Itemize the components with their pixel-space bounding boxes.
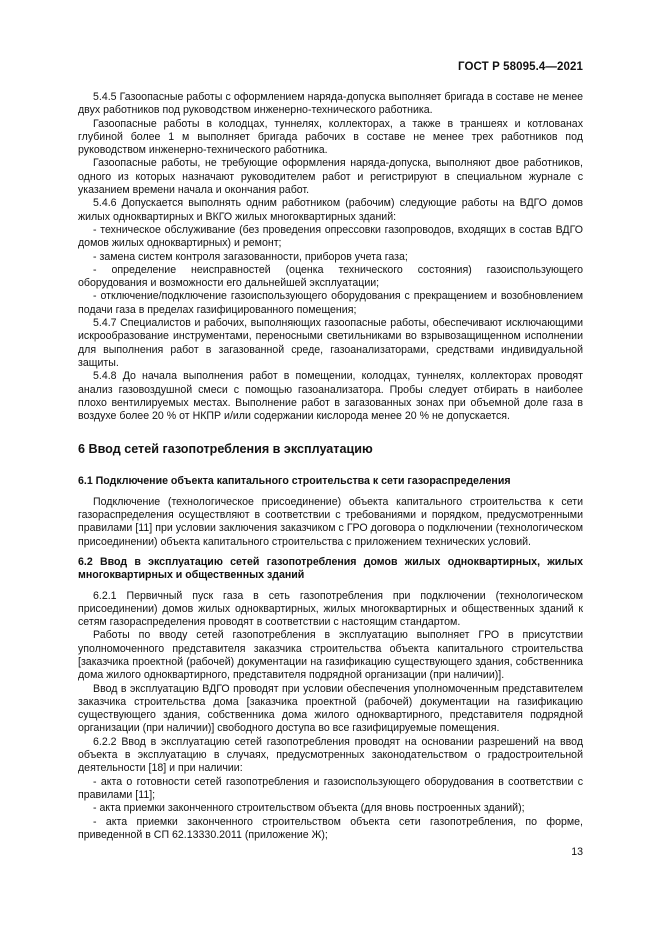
paragraph-6-2-2: 6.2.2 Ввод в эксплуатацию сетей газопотребления проводят на основании разрешений на ввод объекта в эксплуатацию в случаях, предусмотренных законодательством о градостроительной деятельности [18] и при наличии: bbox=[78, 735, 583, 775]
paragraph-6-2-1: 6.2.1 Первичный пуск газа в сеть газопотребления при подключении (технологическом присоединении) домов жилых одноквартирных, жилых многоквартирных и общественных зданий к сетям газораспределения проводят в соответствии с настоящим стандартом. bbox=[78, 589, 583, 629]
list-item: - замена систем контроля загазованности, приборов учета газа; bbox=[93, 250, 408, 263]
paragraph-5-4-6: 5.4.6 Допускается выполнять одним работником (рабочим) следующие работы на ВДГО домов жилых одноквартирных и ВКГО жилых многоквартирных зданий: bbox=[78, 197, 583, 223]
paragraph: Газоопасные работы, не требующие оформления наряда-допуска, выполняют двое работников, одного из которых назначают руководителем работ и регистрируют в специальном журнале с указанием времени начала и окончания работ. bbox=[78, 157, 583, 197]
section-title: 6 Ввод сетей газопотребления в эксплуатацию bbox=[78, 442, 373, 457]
list-item: - техническое обслуживание (без проведения опрессовки газопроводов, входящих в состав ВДГО домов жилых одноквартирных) и ремонт; bbox=[78, 223, 583, 250]
subsection-title-6-1: 6.1 Подключение объекта капитального строительства к сети газораспределения bbox=[78, 475, 511, 488]
paragraph-5-4-8: 5.4.8 До начала выполнения работ в помещении, колодцах, туннелях, коллекторах проводят анализ газовоздушной смеси с помощью газоанализатора. Пробы следует отбирать в наиболее плохо вентилируемых местах. Выполнение работ в загазованных зонах при объемной доле газа в воздухе более 20 % от НКПР и/или содержании кислорода менее 20 % не допускается. bbox=[78, 370, 583, 423]
list-item: - определение неисправностей (оценка технического состояния) газоиспользующего оборудования и возможности его дальнейшей эксплуатации; bbox=[78, 263, 583, 290]
paragraph: Работы по вводу сетей газопотребления в эксплуатацию выполняет ГРО в присутствии уполномоченного представителя заказчика строительства объекта капитального строительства [заказчика проектной (рабочей) документации на газификацию существующего здания, собственника дома жилого одноквартирного, представителя подрядной организации (при наличии)]. bbox=[78, 629, 583, 682]
paragraph-5-4-5: 5.4.5 Газоопасные работы с оформлением наряда-допуска выполняет бригада в составе не менее двух работников под руководством инженерно-технического работника. bbox=[78, 91, 583, 117]
document-body bbox=[78, 91, 583, 842]
list-item: - акта о готовности сетей газопотребления и газоиспользующего оборудования в соответствии с правилами [11]; bbox=[78, 775, 583, 801]
page-number: 13 bbox=[571, 846, 583, 858]
list-item: - акта приемки законченного строительством объекта (для вновь построенных зданий); bbox=[93, 802, 525, 815]
list-item: - акта приемки законченного строительством объекта сети газопотребления, по форме, приведенной в СП 62.13330.2011 (приложение Ж); bbox=[78, 815, 583, 841]
paragraph-5-4-7: 5.4.7 Специалистов и рабочих, выполняющих газоопасные работы, обеспечивают исключающими искрообразование инструментами, переносными светильниками во взрывозащищенном исполнении для выполнения работ в загазованной среде, газоанализаторами, средствами индивидуальной защиты. bbox=[78, 317, 583, 369]
document-code-header: ГОСТ Р 58095.4—2021 bbox=[458, 61, 583, 73]
paragraph: Ввод в эксплуатацию ВДГО проводят при условии обеспечения уполномоченным представителем заказчика строительства дома [заказчика проектной (рабочей) документации на газификацию существующего здания, собственника дома жилого одноквартирного, представителя подрядной организации (при наличии)] свободного доступа во все газифицируемые помещения. bbox=[78, 682, 583, 735]
paragraph: Газоопасные работы в колодцах, туннелях, коллекторах, а также в траншеях и котлованах глубиной более 1 м выполняет бригада рабочих в составе не менее трех работников под руководством инженерно-технического работника. bbox=[78, 117, 583, 157]
list-item: - отключение/подключение газоиспользующего оборудования с прекращением и возобновлением подачи газа в пределах газифицированного помещения; bbox=[78, 290, 583, 316]
paragraph: Подключение (технологическое присоединение) объекта капитального строительства к сети газораспределения осуществляют в соответствии с требованиями и порядком, предусмотренными правилами [11] при условии заключения заказчиком с ГРО договора о подключении (технологическом присоединении) объекта капитального строительства с приложением технических условий. bbox=[78, 495, 583, 548]
subsection-title-6-2: 6.2 Ввод в эксплуатацию сетей газопотребления домов жилых одноквартирных, жилых многоквартирных и общественных зданий bbox=[78, 555, 583, 582]
